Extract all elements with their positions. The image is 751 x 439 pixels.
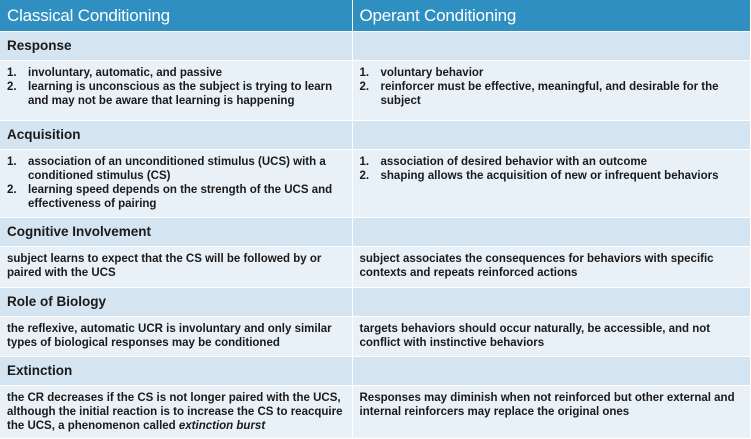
header-row [0,0,750,31]
list-number: 2. [7,183,17,196]
list-item [360,169,743,183]
response-classical-cell [0,60,352,120]
list-text: learning speed depends on the strength of the UCS and effectiveness of pairing [28,183,333,210]
list-text: learning is unconscious as the subject is trying to learn and may not be aware that learning is happening [28,80,333,107]
response-classical-list [7,66,345,108]
acquisition-classical-list [7,155,345,211]
cognitive-operant-cell: subject associates the consequences for behaviors with specific contexts and repeats reinforced actions [352,246,750,287]
body-row-biology [0,316,750,356]
section-row-extinction [0,356,750,385]
list-item [360,66,743,80]
section-row-response [0,31,750,60]
response-operant-cell [352,60,750,120]
list-text: association of an unconditioned stimulus (UCS) with a conditioned stimulus (CS) [28,155,326,182]
list-number: 1. [7,155,17,168]
body-row-acquisition [0,149,750,217]
extinction-burst-term: extinction burst [178,419,266,432]
list-number: 2. [359,80,370,93]
list-item [7,80,345,108]
section-title-acquisition: Acquisition [0,120,352,149]
body-row-response [0,60,750,120]
list-text: involuntary, automatic, and passive [28,66,223,79]
section-title-cognitive: Cognitive Involvement [0,217,352,246]
list-item [360,80,743,108]
list-item [360,155,743,169]
extinction-operant-cell: Responses may diminish when not reinforced but other external and internal reinforcers may replace the original ones [352,385,750,438]
list-number: 2. [7,80,17,93]
biology-operant-cell: targets behaviors should occur naturally, be accessible, and not conflict with instinctive behaviors [352,316,750,356]
list-text: reinforcer must be effective, meaningful, and desirable for the subject [380,80,719,107]
acquisition-operant-list [360,155,743,183]
header-classical: Classical Conditioning [0,0,352,31]
section-row-cognitive [0,217,750,246]
list-item [7,155,345,183]
cognitive-classical-cell: subject learns to expect that the CS will be followed by or paired with the UCS [0,246,352,287]
header-operant: Operant Conditioning [352,0,750,31]
list-item [7,183,345,211]
body-row-cognitive [0,246,750,287]
section-blank-acquisition [352,120,750,149]
list-item [7,66,345,80]
section-row-biology [0,287,750,316]
list-number: 1. [359,66,370,79]
section-title-extinction: Extinction [0,356,352,385]
list-number: 2. [359,169,370,182]
acquisition-classical-cell [0,149,352,217]
section-row-acquisition [0,120,750,149]
section-blank-cognitive [352,217,750,246]
list-text: voluntary behavior [380,66,484,79]
section-blank-response [352,31,750,60]
list-text: association of desired behavior with an outcome [380,155,647,168]
extinction-classical-text: the CR decreases if the CS is not longer paired with the UCS, although the initial reaction is to increase the CS to reacquire the UCS, a phenomenon called [7,391,343,432]
list-number: 1. [359,155,370,168]
list-text: shaping allows the acquisition of new or infrequent behaviors [380,169,719,182]
section-blank-biology [352,287,750,316]
response-operant-list [360,66,743,108]
extinction-classical-cell [0,385,352,438]
section-blank-extinction [352,356,750,385]
list-number: 1. [7,66,17,79]
biology-classical-cell: the reflexive, automatic UCR is involuntary and only similar types of biological responses may be conditioned [0,316,352,356]
body-row-extinction [0,385,750,438]
section-title-response: Response [0,31,352,60]
acquisition-operant-cell [352,149,750,217]
section-title-biology: Role of Biology [0,287,352,316]
